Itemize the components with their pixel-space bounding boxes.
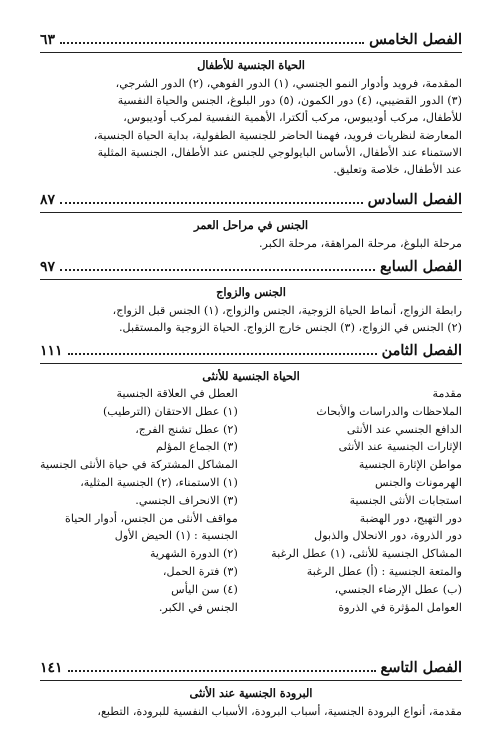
page-number: ٨٧ [40,192,56,208]
contents-line: رابطة الزواج، أنماط الحياة الزوجية، الجنس والزواج، (١) الجنس قبل الزواج، [112,304,462,317]
chapter-contents [40,75,462,178]
contents-line: (١) عطل الاحتقان (الترطيب) [102,404,238,418]
chapter-title: الفصل الثامن [381,342,462,359]
chapter-heading[interactable] [40,190,462,210]
chapter-heading[interactable] [40,30,462,50]
chapter-9 [40,658,462,720]
chapter-6 [40,190,462,252]
contents-line: الدافع الجنسي عند الأنثى [346,422,462,436]
contents-line: الجنس في الكبر. [158,600,238,614]
chapter-subtitle: الجنس والزواج [216,285,286,299]
contents-line: (٣) الجماع المؤلم [156,440,238,454]
contents-line: الإثارات الجنسية عند الأنثى [338,440,462,454]
contents-line: الجنسية : (١) الحيض الأول [114,529,238,543]
contents-line: المعارضة لنظريات فرويد، فهمنا الحاضر للجنسية الطفولية، بداية الحياة الجنسية، [93,128,462,142]
contents-line: استجابات الأنثى الجنسية [349,493,462,507]
heading-rule [40,680,462,681]
contents-line: (ب) عطل الإرضاء الجنسي، [334,582,462,596]
contents-line: الاستمناء عند الأطفال، الأساس البايولوجي للجنس عند الأطفال، الجنسية المثلية [97,145,462,159]
contents-line: للأطفال، مركب أوديبوس، مركب ألكترا، الأهمية النفسية لمركب أوديبوس، [123,111,462,125]
dot-leader [68,341,377,355]
contents-line: (٣) الدور القضيبي، (٤) دور الكمون، (٥) دور البلوغ، الجنس والحياة النفسية [117,94,462,108]
heading-rule [40,52,462,53]
dot-leader [60,30,364,44]
contents-line: العوامل المؤثرة في الذروة [338,600,462,614]
chapter-subtitle: البرودة الجنسية عند الأنثى [189,686,313,700]
page-number: ١٤١ [40,660,63,676]
chapter-contents [40,235,462,252]
contents-line: المقدمة، فرويد وأدوار النمو الجنسي، (١) الدور الفوهي، (٢) الدور الشرجي، [115,77,462,90]
chapter-subtitle: الحياة الجنسية للأنثى [202,369,300,383]
contents-line: (٢) عطل تشنج الفرج، [135,422,238,436]
chapter-title: الفصل الخامس [369,31,462,48]
contents-line: عند الأطفال، خلاصة وتعليق. [333,163,462,177]
contents-line: الملاحظات والدراسات والأبحاث [316,404,462,418]
chapter-5 [40,30,462,178]
dot-leader [60,257,375,271]
chapter-subtitle: الحياة الجنسية للأطفال [197,58,305,72]
page-number: ٦٣ [40,32,56,48]
heading-rule [40,279,462,280]
chapter-contents [40,302,462,336]
chapter-contents-columns [40,385,462,616]
chapter-8 [40,341,462,616]
contents-line: (٢) الجنس في الزواج، (٣) الجنس خارج الزواج. الحياة الزوجية والمستقبل. [118,321,462,335]
contents-line: المشاكل المشتركة في حياة الأنثى الجنسية [40,458,238,472]
page-number: ١١١ [40,343,63,359]
dot-leader [68,658,376,672]
contents-line: والمتعة الجنسية : (أ) عطل الرغبة [306,564,462,578]
chapter-heading[interactable] [40,257,462,277]
chapter-title: الفصل التاسع [380,659,462,676]
contents-line: دور التهيج، دور الهضبة [359,511,462,525]
heading-rule [40,212,462,213]
heading-rule [40,363,462,364]
contents-column-left [40,385,258,616]
contents-line: (٤) سن اليأس [171,582,238,596]
chapter-7 [40,257,462,336]
page-number: ٩٧ [40,259,56,275]
contents-line: (٣) فترة الحمل، [162,564,238,578]
dot-leader [60,190,363,204]
chapter-subtitle: الجنس في مراحل العمر [193,218,309,232]
contents-line: دور الذروة، دور الانحلال والذبول [314,529,462,543]
contents-line: (١) الاستمناء، (٢) الجنسية المثلية، [80,475,238,489]
chapter-title: الفصل السادس [367,191,462,208]
contents-line: مرحلة البلوغ، مرحلة المراهقة، مرحلة الكبر. [258,237,462,250]
contents-line: مقدمة، أنواع البرودة الجنسية، أسباب البرودة، الأسباب النفسية للبرودة، التطبع، [97,705,462,718]
chapter-contents [40,703,462,720]
contents-line: (٣) الانحراف الجنسي. [135,493,238,507]
contents-column-right [258,385,462,616]
contents-line: المشاكل الجنسية للأنثى، (١) عطل الرغبة [271,547,462,561]
contents-line: مواقف الأنثى من الجنس، أدوار الحياة [65,511,238,525]
contents-line: مقدمة [432,387,462,400]
chapter-heading[interactable] [40,658,462,678]
contents-line: (٢) الدورة الشهرية [149,547,238,561]
chapter-title: الفصل السابع [380,258,462,275]
contents-line: العطل في العلاقة الجنسية [116,387,238,400]
contents-line: مواطن الإثارة الجنسية [358,458,462,472]
chapter-heading[interactable] [40,341,462,361]
contents-line: الهرمونات والجنس [374,475,462,489]
